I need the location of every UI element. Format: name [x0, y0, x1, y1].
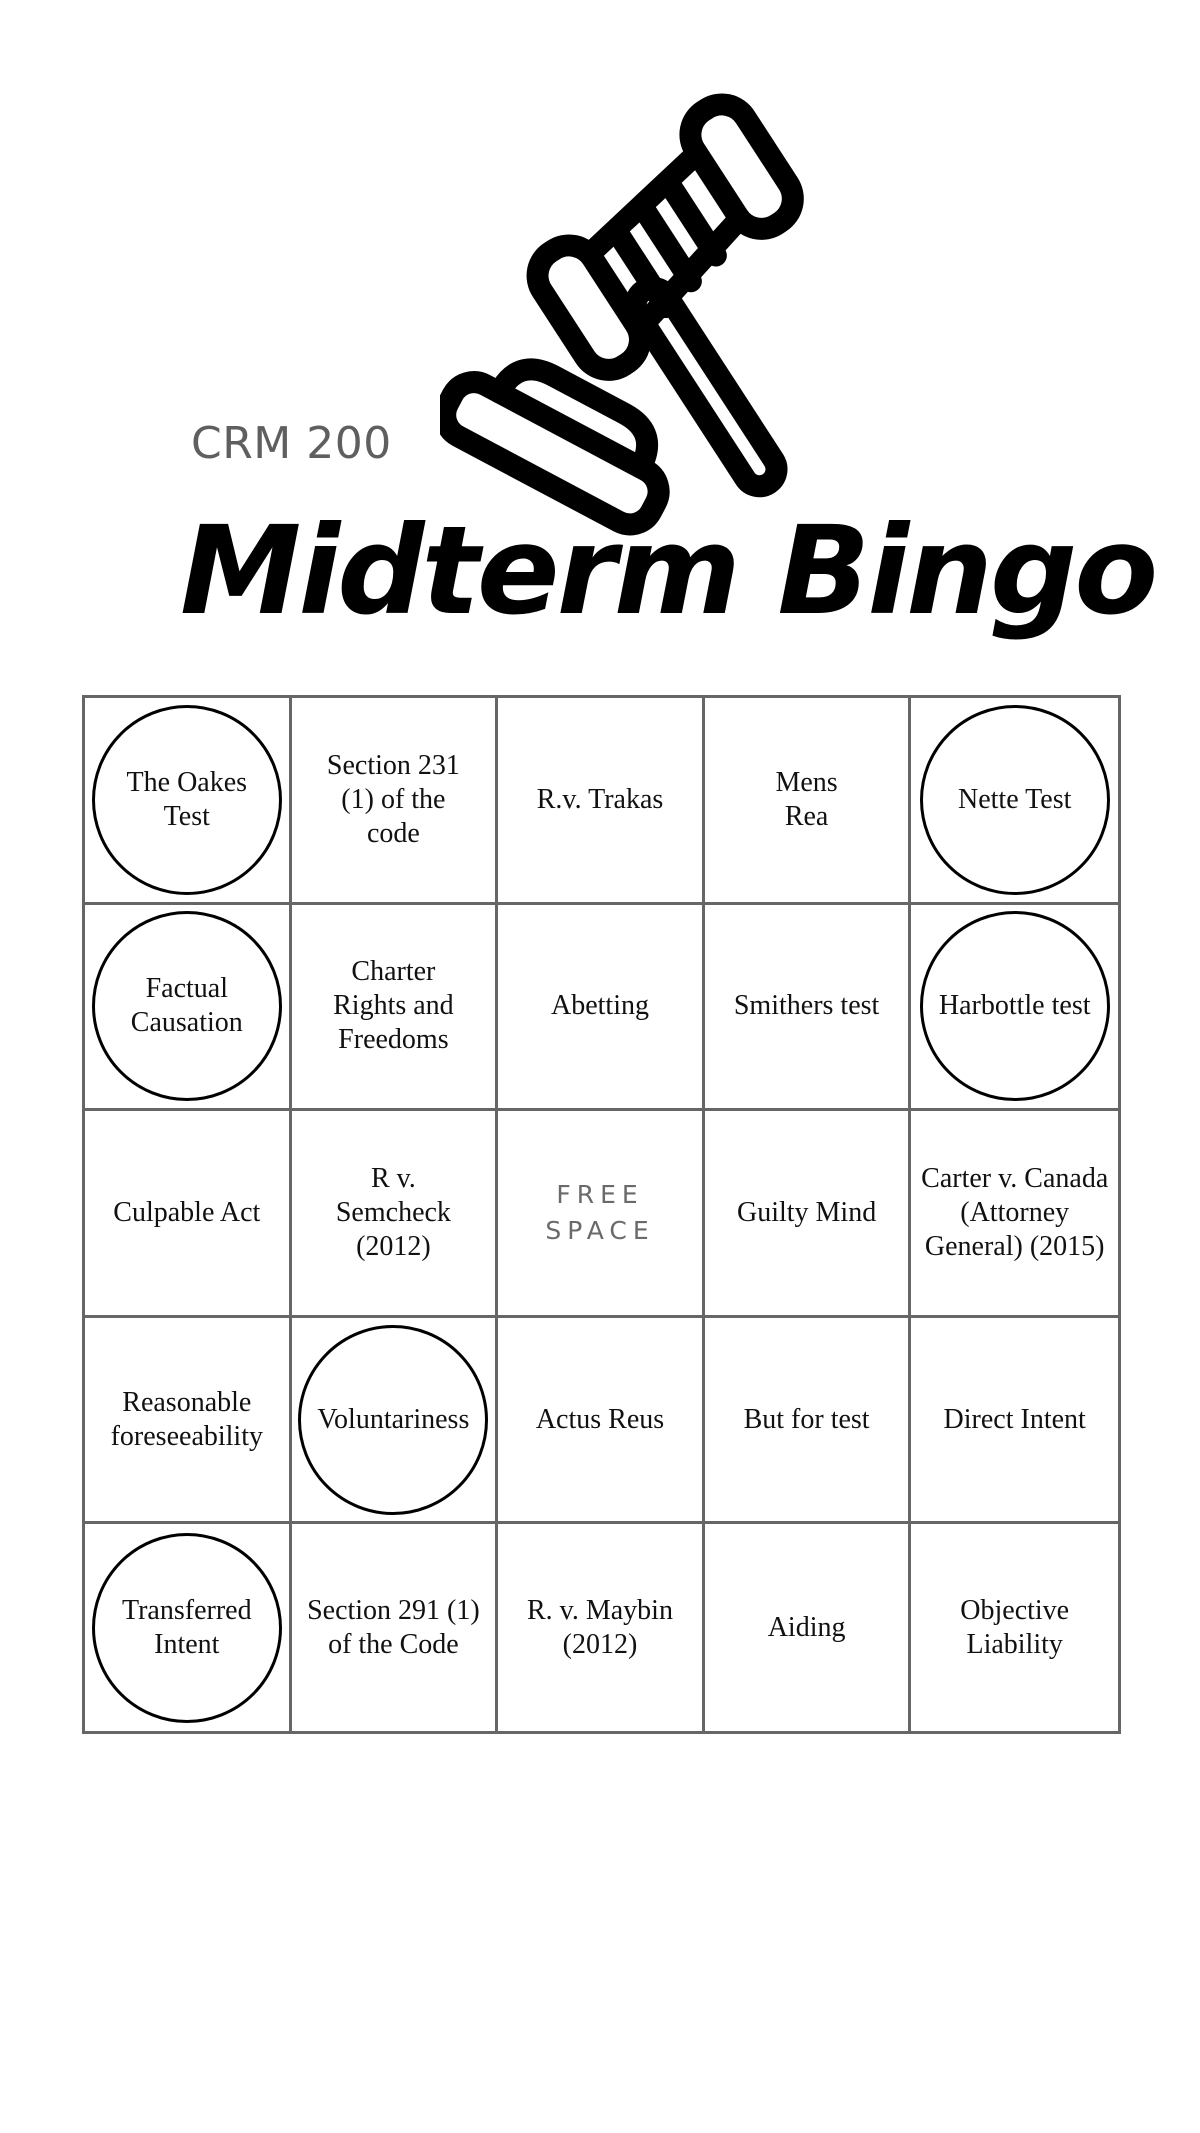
bingo-cell[interactable] [911, 698, 1118, 905]
gavel-icon [440, 90, 940, 550]
bingo-cell[interactable] [85, 1318, 292, 1525]
bingo-cell[interactable] [705, 1111, 912, 1318]
bingo-cell-label: Harbottle test [938, 990, 1091, 1022]
bingo-cell-label: Reasonable foreseeability [110, 1386, 263, 1452]
bingo-cell[interactable] [911, 1318, 1118, 1525]
bingo-cell-label: Factual Causation [130, 973, 243, 1039]
bingo-cell-label: Guilty Mind [736, 1196, 877, 1228]
bingo-cell[interactable] [85, 905, 292, 1112]
bingo-cell-label: Carter v. Canada (Attorney General) (2015) [921, 1162, 1109, 1262]
free-space-label: FREE SPACE [545, 1179, 655, 1245]
free-space-cell[interactable] [498, 1111, 705, 1318]
bingo-cell[interactable] [85, 1111, 292, 1318]
bingo-cell[interactable] [911, 1524, 1118, 1731]
bingo-cell-label: Section 231 (1) of the code [326, 749, 460, 849]
bingo-cell-label: Direct Intent [943, 1403, 1086, 1435]
bingo-cell[interactable] [292, 698, 499, 905]
bingo-cell-label: Voluntariness [317, 1403, 470, 1435]
bingo-cell[interactable] [292, 1318, 499, 1525]
bingo-cell-label: Section 291 (1) of the Code [307, 1594, 480, 1660]
bingo-cell-label: Smithers test [733, 990, 880, 1022]
bingo-cell-label: Actus Reus [535, 1403, 665, 1435]
bingo-cell-label: But for test [743, 1403, 870, 1435]
course-code: CRM 200 [191, 418, 392, 469]
bingo-cell[interactable] [85, 698, 292, 905]
bingo-cell-label: R. v. Maybin (2012) [527, 1594, 673, 1660]
bingo-cell[interactable] [292, 1111, 499, 1318]
bingo-cell-label: Charter Rights and Freedoms [333, 956, 454, 1056]
bingo-cell-label: Objective Liability [960, 1594, 1070, 1660]
bingo-cell-label: Culpable Act [113, 1196, 261, 1228]
bingo-cell[interactable] [705, 1524, 912, 1731]
bingo-cell[interactable] [911, 1111, 1118, 1318]
bingo-cell[interactable] [292, 905, 499, 1112]
bingo-cell[interactable] [911, 905, 1118, 1112]
bingo-cell[interactable] [498, 1524, 705, 1731]
bingo-cell-label: Nette Test [958, 783, 1072, 815]
bingo-cell-label: R.v. Trakas [536, 783, 664, 815]
page-title: Midterm Bingo [180, 500, 1156, 642]
bingo-cell[interactable] [498, 698, 705, 905]
bingo-cell[interactable] [292, 1524, 499, 1731]
bingo-cell-label: Mens Rea [775, 766, 838, 832]
bingo-cell-label: The Oakes Test [126, 766, 248, 832]
bingo-cell[interactable] [498, 905, 705, 1112]
bingo-cell-label: Aiding [767, 1611, 846, 1643]
bingo-cell[interactable] [85, 1524, 292, 1731]
bingo-cell-label: R v. Semcheck (2012) [335, 1162, 451, 1262]
bingo-cell-label: Abetting [550, 990, 649, 1022]
bingo-cell[interactable] [498, 1318, 705, 1525]
bingo-cell[interactable] [705, 905, 912, 1112]
bingo-board [82, 695, 1121, 1734]
bingo-cell[interactable] [705, 1318, 912, 1525]
bingo-cell[interactable] [705, 698, 912, 905]
bingo-cell-label: Transferred Intent [121, 1594, 252, 1660]
